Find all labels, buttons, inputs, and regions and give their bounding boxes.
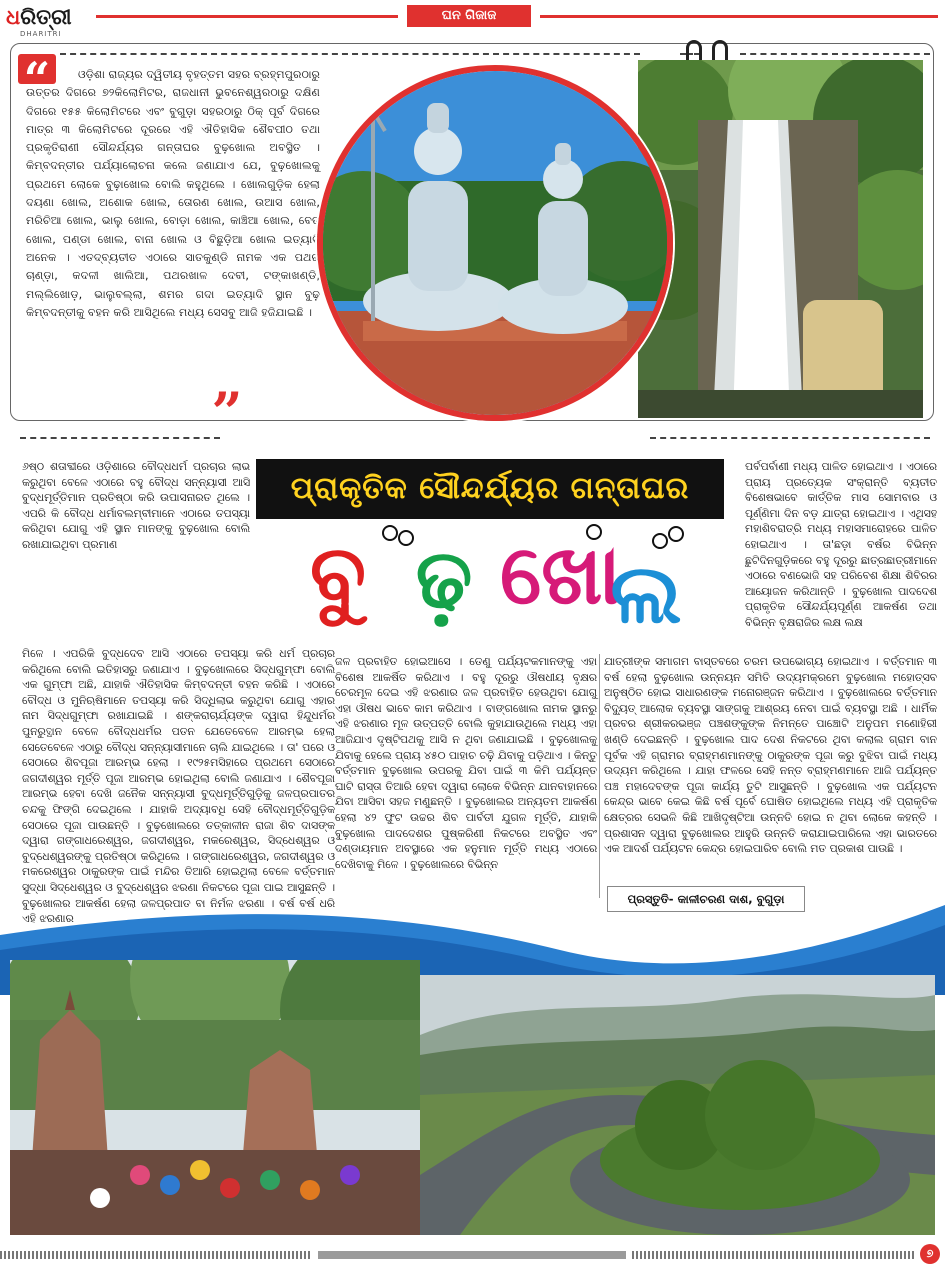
headline-letter-3: ଖୋ — [500, 528, 622, 623]
close-quote-icon: ” — [211, 380, 243, 444]
bubble-icon — [382, 525, 398, 541]
logo-subtitle: DHARITRI — [20, 30, 62, 38]
column-divider — [599, 654, 600, 898]
header-rule-left — [96, 15, 398, 18]
newspaper-logo — [6, 4, 86, 38]
logo-mark: ଧ — [6, 5, 21, 29]
dashed-rule-top-right — [740, 53, 930, 55]
section-tag: ଘନ ଗିଜାଜ — [407, 5, 531, 27]
waterfall-photo — [638, 60, 923, 418]
footer-stripe-left — [0, 1251, 310, 1259]
page-number: ୭ — [920, 1244, 940, 1264]
headline-letter-4: ଲ — [610, 547, 682, 642]
dashed-rule-mid-left — [20, 437, 220, 439]
bubble-icon — [652, 533, 668, 549]
body-column-middle: ଜଳ ପ୍ରବାହିତ ହୋଇଆସେ । ତେଣୁ ପର୍ଯ୍ୟଟକମାନଙ୍କୁ ଏହା ବିଶେଷ ଆକର୍ଷିତ କରିଥାଏ । ବହୁ ଦୂରରୁ ଔଷଧୀୟ ବୃକ୍ଷର ଚେରମୂଳ ଦେଇ ଏହି ଝରଣାର ଜଳ ପ୍ରବାହିତ ହେଉଥିବା ଯୋଗୁ ଏହା ଔଷଧ ଭାବେ କାମ କରିଥାଏ । ବାଙ୍ଗଖୋଲ ନାମକ ସ୍ଥାନରୁ ଏହି ଝରଣାର ମୂଳ ଉତ୍ପତ୍ତି ବୋଲି କୁହାଯାଉଥିଲେ ମଧ୍ୟ ଏହା ଆଜିଯାଏ ଦୃଷ୍ଟିପଥକୁ ଆସି ନ ଥିବା ଜଣାଯାଇଛି । ବୁଢ଼ଖୋଲକୁ ଯିବାକୁ ହେଲେ ପ୍ରାୟ ୪୫୦ ପାହାଚ ଚଢ଼ି ଯିବାକୁ ପଡ଼ିଥାଏ । କିନ୍ତୁ ବର୍ତ୍ତମାନ ବୁଢ଼ଖୋଲ ଉପରକୁ ଯିବା ପାଇଁ ୩ କିମି ପର୍ଯ୍ୟନ୍ତ ଘାଟି ରାସ୍ତା ତିଆରି ହେବା ଦ୍ୱାରା ଲୋକେ ବିଭିନ୍ନ ଯାନବାହାନରେ ଯିବା ଆସିବା ସହଜ ମଣୁଛନ୍ତି । ବୁଢ଼ଖୋଲର ଅନ୍ୟତମ ଆକର୍ଷଣ ହେଲା ୪୨ ଫୁଟ ଉଚ୍ଚର ଶିବ ପାର୍ବତୀ ଯୁଗଳ ମୂର୍ତ୍ତି, ଯାହାକି ବୁଢ଼ଖୋଲ ପାଦଦେଶର ପୁଷ୍କରିଣୀ ନିକଟରେ ଅବସ୍ଥିତ ଏବଂ ଦଣ୍ଡାୟମାନ ଅବସ୍ଥାରେ ଏକ ହନୁମାନ ମୂର୍ତ୍ତି ମଧ୍ୟ ଏଠାରେ ଦେଖିବାକୁ ମିଳେ । ବୁଢ଼ଖୋଲରେ ବିଭିନ୍ନ — [335, 655, 597, 871]
body-column-left: ମିଳେ । ଏପରିକି ବୁଦ୍ଧଦେବ ଆସି ଏଠାରେ ତପସ୍ୟା କରି ଧର୍ମ ପ୍ରଚାର କରିଥିଲେ ବୋଲି ଇତିହାସରୁ ଜଣାଯାଏ । ବୁଢ଼ଖୋଲରେ ସିଦ୍ଧଗୁମ୍ଫା ବୋଲି ଏକ ଗୁମ୍ଫା ଅଛି, ଯାହାକି ଐତିହାସିକ କିମ୍ବଦନ୍ତୀ ବହନ କରିଛି । ଏଠାରେ ବୌଦ୍ଧ ଓ ମୁନିଋଷିମାନେ ତପସ୍ୟା କରି ସିଦ୍ଧିଲାଭ କରୁଥିବା ଯୋଗୁ ଏହାର ନାମ ସିଦ୍ଧଗୁମ୍ଫା ରଖାଯାଇଛି । ଶଙ୍କରାଚାର୍ଯ୍ୟଙ୍କ ଦ୍ୱାରା ହିନ୍ଦୁଧର୍ମର ପୁନରୁତ୍ଥାନ ବେଳେ ବୌଦ୍ଧଧର୍ମର ପତନ ଯେତେବେଳେ ଆରମ୍ଭ ହେଲା ସେତେବେଳେ ଏଠାରୁ ବୌଦ୍ଧ ସନ୍ନ୍ୟାସୀମାନେ ଚାଲି ଯାଇଥିଲେ । ତା' ପରେ ଓ ସେଠାରେ ଶିବପୂଜା ଆରମ୍ଭ ହେଲା । ୧୯୨୫ମସିହାରେ ପ୍ରଥମେ ସେଠାରେ ଜଗଦୀଶ୍ୱର ମୂର୍ତ୍ତି ପୂଜା ଆରମ୍ଭ ହୋଇଥିଲା ବୋଲି ଜଣାଯାଏ । ଶୈବପୂଜା ଆରମ୍ଭ ହେବା ଦେଖି ଜନୈକ ସନ୍ନ୍ୟାସୀ ବୁଦ୍ଧମୂର୍ତ୍ତିଗୁଡ଼ିକୁ ଜଳପ୍ରପାତର ଚନ୍ଦକୁ ଫିଙ୍ଗି ଦେଇଥିଲେ । ଯାହାକି ଅଦ୍ୟାବଧି ସେହି ବୌଦ୍ଧମୂର୍ତ୍ତିଗୁଡ଼ିକ ସେଠାରେ ପୂଜା ପାଉଛନ୍ତି । ବୁଢ଼ଖୋଲରେ ତତ୍କାଳୀନ ରାଜା ଶିବ ଦାସଙ୍କ ଦ୍ୱାରା ଗଙ୍ଗାଧରେଶ୍ୱର, ଜଗଦୀଶ୍ୱର, ମକରେଶ୍ୱର, ସିଦ୍ଧେଶ୍ୱର ଓ ବୁଦ୍ଧେଶ୍ୱରଙ୍କୁ ପ୍ରତିଷ୍ଠା କରିଥିଲେ । ଗଙ୍ଗାଧରେଶ୍ୱର, ଜଗଦୀଶ୍ୱର ଓ ମକରେଶ୍ୱର ଠାକୁରଙ୍କ ପାଇଁ ମନ୍ଦିର ତିଆରି ହୋଇଥିଲା ବେଳେ ବର୍ତ୍ତମାନ ସୁଦ୍ଧା ସିଦ୍ଧେଶ୍ୱର ଓ ବୁଦ୍ଧେଶ୍ୱର ଝରଣା ନିକଟରେ ପୂଜା ପାଇ ଆସୁଛନ୍ତି । ବୁଢ଼ଖୋଲର ଆକର୍ଷଣ ହେଲା ଜଳପ୍ରପାତ ବା ନିର୍ମଳ ଝରଣା । ବର୍ଷ ବର୍ଷ ଧରି ଏହି ଝରଣାର — [22, 647, 335, 926]
dashed-rule-top — [60, 53, 640, 55]
open-quote-icon: “ — [18, 54, 56, 84]
bubble-icon — [668, 526, 684, 542]
bubble-icon — [586, 524, 602, 540]
ghat-road-photo — [420, 975, 935, 1235]
dashed-rule-mid-right — [650, 437, 930, 439]
footer-stripe-mid — [318, 1251, 626, 1259]
headline-letter-2: ଢ଼ — [415, 532, 473, 627]
body-column-right: ଯାତ୍ରୀଙ୍କ ସମାଗମ ବାସ୍ତବରେ ଚରମ ଉପଭୋଗ୍ୟ ହୋଇଥାଏ । ବର୍ତ୍ତମାନ ୩ ବର୍ଷ ହେଲା ବୁଢ଼ଖୋଲ ଉନ୍ନୟନ ସମିତି ଉଦ୍ୟମକ୍ରମେ ବୁଢ଼ଖୋଲ ମହୋତ୍ସବ ଅନୁଷ୍ଠିତ ହୋଇ ସାଧାରଣଙ୍କ ମନୋରଞ୍ଜନ କରିଥାଏ । ବୁଢ଼ଖୋଲରେ ବର୍ତ୍ତମାନ ବିଦ୍ୟୁତ୍ ଆଲୋକ ବ୍ୟବସ୍ଥା ସାଙ୍ଗକୁ ଆଶ୍ରୟ ନେବା ପାଇଁ ବ୍ୟବସ୍ଥା ଅଛି । ଧାର୍ମିକ ପ୍ରବର ଶ୍ରୀକରଭଞ୍ଜ ପଞ୍ଚଶଙ୍କୁଙ୍କ ନିମନ୍ତେ ପାଞ୍ଚୋଟି ଅନୁପମ ମଣୋହିରୀ ଖଣ୍ଡି ଦେଇଛନ୍ତି । ବୁଢ଼ଖୋଲ ପାଦ ଦେଶ ନିକଟରେ ଥିବା କଲାଲ ଗ୍ରାମ ବାନ ପୂର୍ବକ ଏହି ଗ୍ରାମର ବ୍ରାହ୍ମଣମାନଙ୍କୁ ଠାକୁରଙ୍କ ପୂଜା କରୁ ବୁଝିବା ପାଇଁ ମଧ୍ୟ ଉଦ୍ୟମ କରିଥିଲେ । ଯାହା ଫଳରେ ସେହି ନନ୍ତ ବ୍ରାହ୍ମଣମାନେ ଆଜି ପର୍ଯ୍ୟନ୍ତ ପଞ୍ଚ ମହାଦେବଙ୍କ ପୂଜା କାର୍ଯ୍ୟ ତୁଟି ଆସୁଛନ୍ତି । ବୁଢ଼ଖୋଲ ଏକ ପର୍ଯ୍ୟଟନ କେନ୍ଦ୍ର ଭାବେ କେଇ କିଛି ବର୍ଷ ପୂର୍ବେ ଘୋଷିତ ହୋଇଥିଲେ ମଧ୍ୟ ଏହି ପ୍ରାକୃତିକ କ୍ଷେତ୍ରର ସେଭଳି କିଛି ଆଖିଦୃଷ୍ଟିଆ ଉନ୍ନତି ହୋଇ ନ ଥିବା ଲୋକେ କହନ୍ତି । ପ୍ରଶାସନ ଦ୍ୱାରା ବୁଢ଼ଖୋଲର ଆହୁରି ଉନ୍ନତି କରାଯାଇପାରିଲେ ଏହା ଭାରତରେ ଏକ ଆଦର୍ଶ ପର୍ଯ୍ୟଟନ କେନ୍ଦ୍ର ହୋଇପାରିବ ବୋଲି ମତ ପ୍ରକାଶ ପାଉଛି । — [604, 655, 937, 856]
author-credit: ପ୍ରସ୍ତୁତି- କାଳୀଚରଣ ଦାଶ, ବୁଗୁଡ଼ା — [607, 886, 805, 912]
intro-paragraph: ଓଡ଼ିଶା ରାଜ୍ୟର ଦ୍ୱିତୀୟ ବୃହତ୍ତମ ସହର ବ୍ରହ୍ମପୁରଠାରୁ ଉତ୍ତର ଦିଗରେ ୭୨କିଲୋମିଟର, ରାଜଧାନୀ ଭୁବନେଶ୍ୱରଠାରୁ ଦକ୍ଷିଣ ଦିଗରେ ୧୫୫ କିଲୋମିଟରେ ଏବଂ ବୁଗୁଡ଼ା ସହରଠାରୁ ଠିକ୍ ପୂର୍ବ ଦିଗରେ ମାତ୍ର ୩ କିଲୋମିଟରେ ଦୂରରେ ଏହି ଐତିହାସିକ ଶୈବପୀଠ ତଥା ପ୍ରକୃତିରାଣୀ ସୌନ୍ଦର୍ଯ୍ୟର ଗନ୍ତାଘର ବୁଢ଼ଖୋଲ ଅବସ୍ଥିତ । କିମ୍ବଦନ୍ତୀର ପର୍ଯ୍ୟାଲୋଚନା କଲେ ଜଣାଯାଏ ଯେ, ବୁଢ଼ଖୋଲକୁ ପ୍ରଥମେ ଲୋକେ ବୁଢ଼ାଖୋଲ ବୋଲି କହୁଥିଲେ । ଖୋଲଗୁଡ଼ିକ ହେଲା ଦୟଣା ଖୋଲ, ଅଶୋକ ଖୋଲ, ତୋରଣ ଖୋଲ, ଉଆସ ଖୋଲ, ମରିଚିଆ ଖୋଲ, ଭାଲୁ ଖୋଲ, ବୋଡ଼ା ଖୋଲ, କାଞ୍ଚିଆ ଖୋଲ, ବେତ ଖୋଲ, ପଣ୍ଡା ଖୋଲ, ବାନା ଖୋଲ ଓ ବିଛୁଡ଼ିଆ ଖୋଲ ଇତ୍ୟାଦି ଅନେକ । ଏତଦ୍ବ୍ୟତୀତ ଏଠାରେ ସାତକୁଣ୍ଡି ନାମକ ଏକ ପଥର ଚାଣ୍ଡ଼ା, କଦଳୀ ଖାଲିଆ, ପଥରଖାଳ ଦେବୀ, ଟଙ୍କାଖଣ୍ଡି, ମଲ୍ଲିଖୋଡ଼, ଭାଲୁବଲ୍ଲା, ଶମର ଗଦା ଇତ୍ୟାଦି ସ୍ଥାନ ବୁଢ଼ କିମ୍ବଦନ୍ତୀକୁ ବହନ କରି ଆସିଥିଲେ ମଧ୍ୟ ସେସବୁ ଆଜି ହଜିଯାଇଛି । — [26, 68, 320, 319]
logo-wordmark: ରିତ୍ରୀ — [20, 5, 72, 29]
header-rule-right — [540, 15, 938, 18]
shiva-parvati-statue-photo — [317, 65, 673, 421]
bubble-icon — [398, 530, 414, 546]
headline-banner: ପ୍ରାକୃତିକ ସୌନ୍ଦର୍ଯ୍ୟର ଗନ୍ତାଘର — [256, 459, 724, 519]
body-column-right-top: ପର୍ବପର୍ବାଣୀ ମଧ୍ୟ ପାଳିତ ହୋଇଥାଏ । ଏଠାରେ ପ୍ରାୟ ପ୍ରତ୍ୟେକ ସଂକ୍ରାନ୍ତି ବ୍ୟତୀତ ବିଶେଷଭାବେ କାର୍ତ୍ତିକ ମାସ ସୋମବାର ଓ ପୂର୍ଣ୍ଣିମା ଦିନ ବଡ଼ ଯାତ୍ରା ହୋଇଥାଏ । ଏଥିସହ ମହାଶିବରାତ୍ରି ମଧ୍ୟ ମହାସମାରୋହରେ ପାଳିତ ହୋଇଥାଏ । ତା'ଛଡ଼ା ବର୍ଷର ବିଭିନ୍ନ ଛୁଟିଦିନଗୁଡ଼ିକରେ ବହୁ ଦୂରରୁ ଛାତ୍ରଛାତ୍ରୀମାନେ ଏଠାରେ ବଣଭୋଜି ସହ ପରିବେଶ ଶିକ୍ଷା ଶିବିରର ଆୟୋଜନ କରିଥାନ୍ତି । ବୁଢ଼ଖୋଲ ପାଦଦେଶ ପ୍ରାକୃତିକ ସୌନ୍ଦର୍ଯ୍ୟପୂର୍ଣ୍ଣ ଆକର୍ଷଣ ତଥା ବିଭିନ୍ନ ବୃକ୍ଷରାଜିର ଲକ୍ଷ ଲକ୍ଷ — [745, 460, 937, 629]
body-column-left-top: ୬ଷ୍ଠ ଶତାବ୍ଦୀରେ ଓଡ଼ିଶାରେ ବୌଦ୍ଧଧର୍ମ ପ୍ରଚାର ଲାଭ କରୁଥିବା ବେଳେ ଏଠାରେ ବହୁ ବୌଦ୍ଧ ସନ୍ନ୍ୟାସୀ ଆସି ବୁଦ୍ଧମୂର୍ତ୍ତିମାନ ପ୍ରତିଷ୍ଠା କରି ଉପାସନାରତ ଥିଲେ । ଏପରି କି ବୌଦ୍ଧ ଧର୍ମାବଲମ୍ବୀମାନେ ଏଠାରେ ତପସ୍ୟା କରିଥିବା ଯୋଗୁ ଏହି ସ୍ଥାନ ମାନଙ୍କୁ ବୁଢ଼ଖୋଲ ବୋଲି ରଖାଯାଇଥିବା ପ୍ରମାଣ — [22, 460, 250, 551]
temple-crowd-photo — [10, 960, 420, 1235]
headline-letter-1: ବୁ — [310, 528, 366, 623]
footer-stripe-right — [632, 1251, 914, 1259]
